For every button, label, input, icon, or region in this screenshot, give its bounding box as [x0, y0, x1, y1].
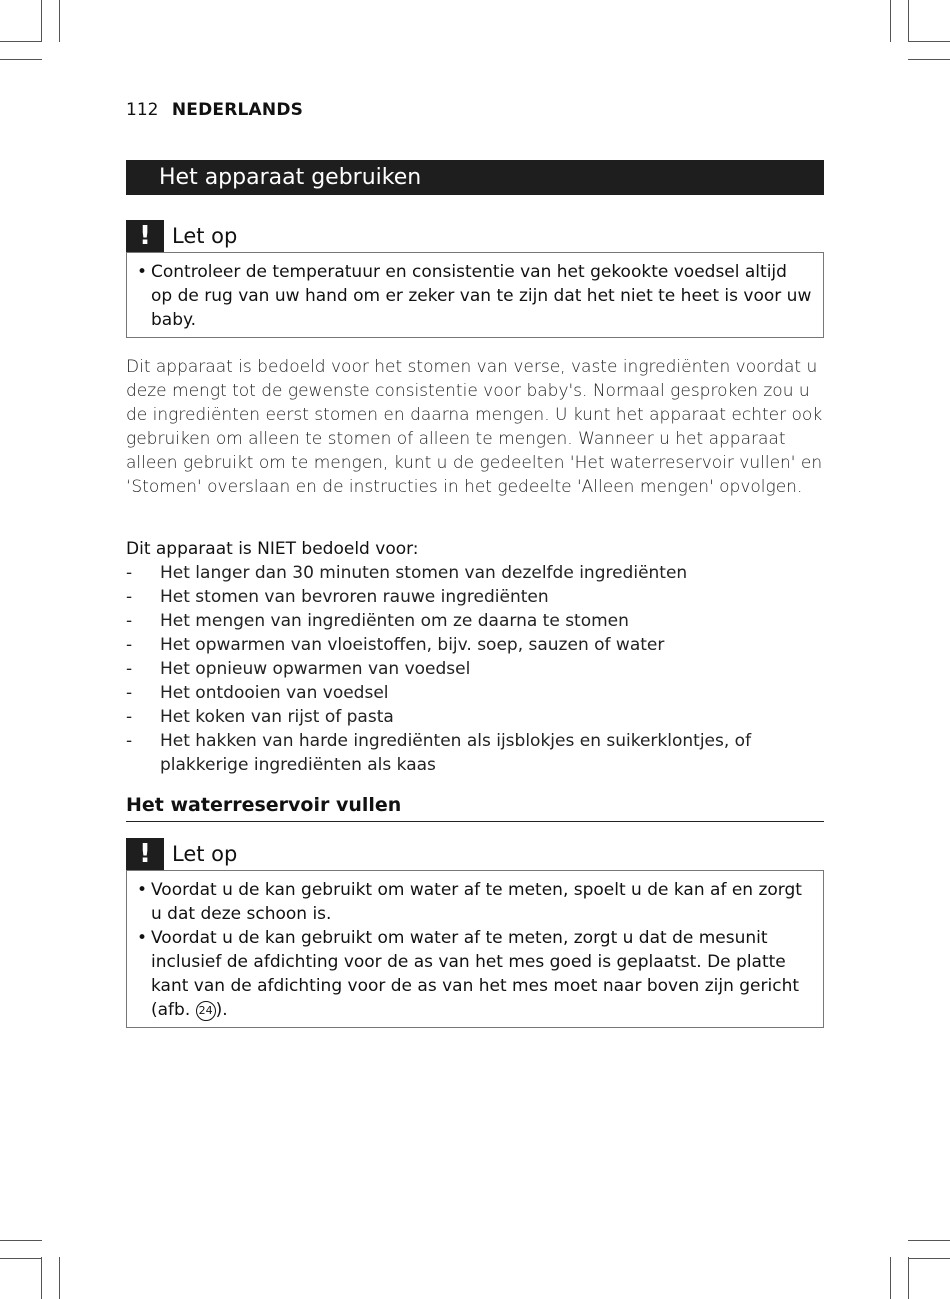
- crop-mark: [0, 1240, 42, 1241]
- exclamation-icon: !: [126, 220, 164, 252]
- list-item-text: Het mengen van ingrediënten om ze daarna te stomen: [160, 611, 629, 631]
- list-item: - Het ontdooien van voedsel: [126, 683, 389, 703]
- subsection-title: Het waterreservoir vullen: [126, 792, 824, 822]
- bullet-icon: •: [137, 880, 148, 900]
- bullet-icon: •: [137, 262, 148, 282]
- crop-mark: [908, 1240, 950, 1241]
- list-item-text: Het stomen van bevroren rauwe ingrediënten: [160, 587, 549, 607]
- page-number: 112: [126, 100, 159, 120]
- caution-item: [137, 260, 813, 332]
- crop-mark: [908, 1257, 909, 1299]
- list-item-text: Het langer dan 30 minuten stomen van dezelfde ingrediënten: [160, 563, 688, 583]
- caution-heading: [126, 838, 824, 870]
- not-intended-list: [126, 561, 826, 777]
- figure-reference: 24: [196, 1001, 216, 1021]
- crop-mark: [890, 1257, 891, 1299]
- list-item: - Het langer dan 30 minuten stomen van dezelfde ingrediënten: [126, 563, 688, 583]
- exclamation-icon: !: [126, 838, 164, 870]
- list-item-text: Het koken van rijst of pasta: [160, 707, 394, 727]
- list-item: - Het hakken van harde ingrediënten als ijsblokjes en suikerklontjes, of plakkerige ingrediënten als kaas: [126, 731, 752, 775]
- caution-title: Let op: [172, 224, 238, 248]
- list-item-text: Het opnieuw opwarmen van voedsel: [160, 659, 471, 679]
- crop-mark: [59, 0, 60, 42]
- caution-item: [137, 926, 813, 1022]
- crop-mark: [41, 0, 42, 42]
- language-label: NEDERLANDS: [171, 100, 304, 120]
- crop-mark: [0, 41, 42, 42]
- caution-item-text: Controleer de temperatuur en consistentie van het gekookte voedsel altijd op de rug van uw hand om er zeker van te zijn dat het niet te heet is voor uw baby.: [151, 262, 812, 330]
- list-item: - Het mengen van ingrediënten om ze daarna te stomen: [126, 611, 629, 631]
- crop-mark: [0, 1258, 42, 1259]
- list-item: - Het koken van rijst of pasta: [126, 707, 394, 727]
- crop-mark: [0, 59, 42, 60]
- list-item: - Het opwarmen van vloeistoffen, bijv. soep, sauzen of water: [126, 635, 665, 655]
- not-intended-title: Dit apparaat is NIET bedoeld voor:: [126, 539, 419, 559]
- list-item-text: Het opwarmen van vloeistoffen, bijv. soep, sauzen of water: [160, 635, 665, 655]
- caution-item: [137, 878, 813, 926]
- page-header: [126, 100, 303, 120]
- section-title: Het apparaat gebruiken: [126, 160, 824, 195]
- list-item-text: Het hakken van harde ingrediënten als ijsblokjes en suikerklontjes, of plakkerige ingrediënten als kaas: [160, 731, 752, 775]
- crop-mark: [908, 41, 950, 42]
- caution-heading: [126, 220, 824, 252]
- crop-mark: [890, 0, 891, 42]
- crop-mark: [908, 0, 909, 42]
- crop-mark: [41, 1257, 42, 1299]
- crop-mark: [59, 1257, 60, 1299]
- caution-title: Let op: [172, 842, 238, 866]
- intro-paragraph: Dit apparaat is bedoeld voor het stomen van verse, vaste ingrediënten voordat u deze mengt tot de gewenste consistentie voor baby's. Normaal gesproken zou u de ingrediënten eerst stomen en daarna mengen. U kunt het apparaat echter ook gebruiken om alleen te stomen of alleen te mengen. Wanneer u het apparaat alleen gebruikt om te mengen, kunt u de gedeelten 'Het waterreservoir vullen' en ‘Stomen' overslaan en de instructies in het gedeelte 'Alleen mengen' opvolgen.: [126, 357, 823, 497]
- caution-item-text: Voordat u de kan gebruikt om water af te meten, zorgt u dat de mesunit inclusief de afdichting voor de as van het mes goed is geplaatst. De platte kant van de afdichting voor de as van het mes moet naar boven zijn gericht (afb.: [151, 928, 800, 1020]
- bullet-icon: •: [137, 928, 148, 948]
- list-item: - Het stomen van bevroren rauwe ingrediënten: [126, 587, 549, 607]
- list-item-text: Het ontdooien van voedsel: [160, 683, 389, 703]
- crop-mark: [908, 59, 950, 60]
- list-item: - Het opnieuw opwarmen van voedsel: [126, 659, 471, 679]
- caution-item-text: Voordat u de kan gebruikt om water af te meten, spoelt u de kan af en zorgt u dat deze schoon is.: [151, 880, 802, 924]
- caution-box: [126, 252, 824, 338]
- caution-box: [126, 870, 824, 1028]
- crop-mark: [908, 1258, 950, 1259]
- caution-item-end: ).: [215, 1000, 228, 1020]
